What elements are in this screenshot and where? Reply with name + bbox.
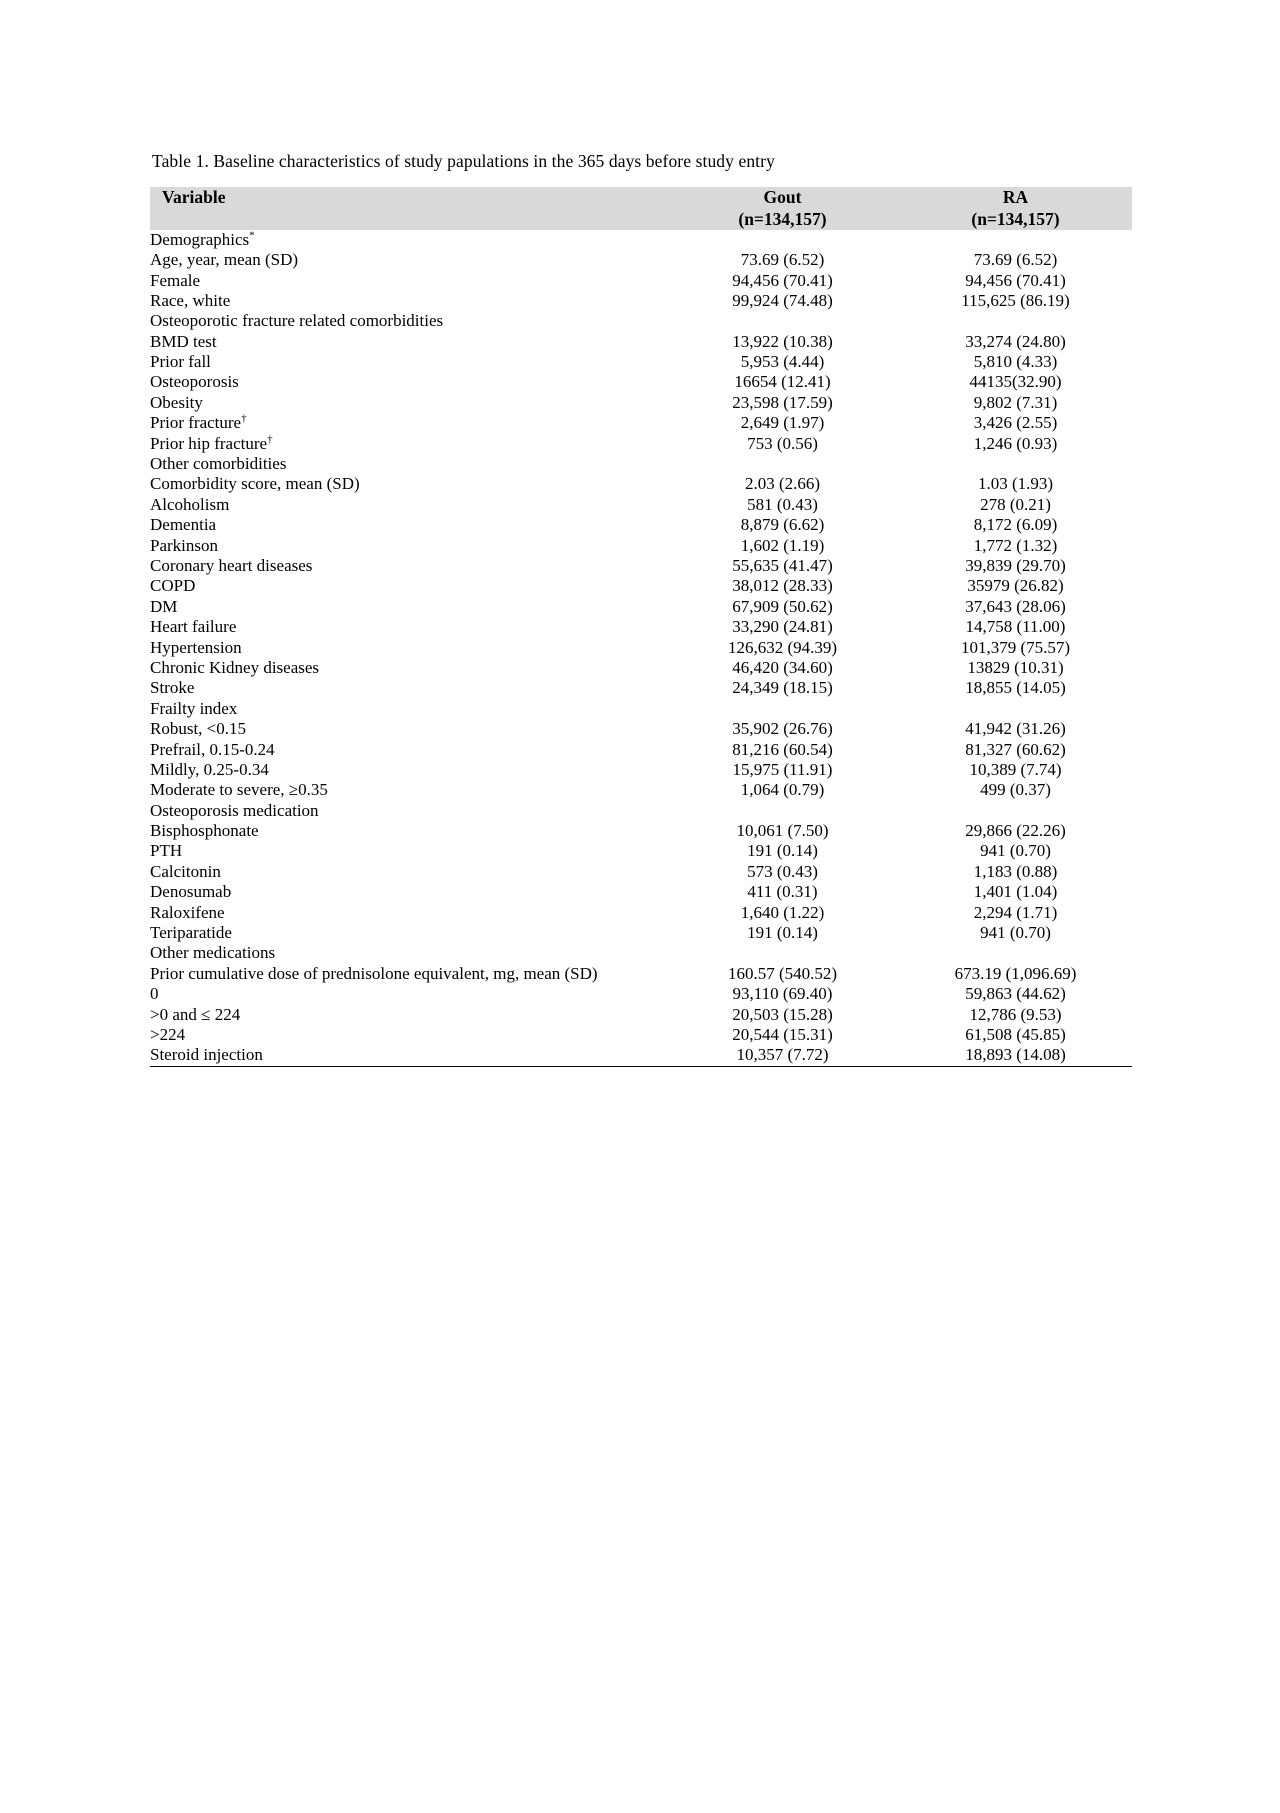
footnote-marker: †	[241, 412, 247, 425]
table-header-row	[150, 187, 1132, 230]
cell-ra: 73.69 (6.52)	[973, 250, 1058, 270]
row-label: Heart failure	[150, 617, 237, 637]
row-label: Race, white	[150, 290, 231, 310]
cell-ra: 3,426 (2.55)	[973, 413, 1058, 433]
row-label: Dementia	[150, 515, 217, 535]
table-row	[150, 862, 1132, 882]
row-label: Female	[150, 270, 201, 290]
row-label: Bisphosphonate	[150, 821, 259, 841]
cell-ra: 59,863 (44.62)	[965, 984, 1066, 1004]
row-label: Moderate to severe, ≥0.35	[150, 780, 328, 800]
table-row	[150, 658, 1132, 678]
cell-gout: 160.57 (540.52)	[727, 963, 838, 983]
cell-gout: 15,975 (11.91)	[732, 759, 833, 779]
row-label: 0	[150, 984, 159, 1004]
column-header-gout-label: Gout	[763, 186, 802, 207]
cell-ra	[899, 454, 1132, 474]
table-row	[150, 964, 1132, 984]
cell-gout: 1,064 (0.79)	[740, 780, 825, 800]
cell-gout: 81,216 (60.54)	[732, 739, 833, 759]
cell-gout: 93,110 (69.40)	[732, 984, 833, 1004]
table-row	[150, 271, 1132, 291]
cell-ra: 5,810 (4.33)	[973, 352, 1058, 372]
cell-gout	[666, 801, 899, 821]
row-label: Raloxifene	[150, 902, 225, 922]
cell-gout: 5,953 (4.44)	[740, 352, 825, 372]
cell-gout	[666, 454, 899, 474]
table-body	[150, 230, 1132, 1067]
baseline-characteristics-table	[150, 187, 1132, 1067]
row-label: DM	[150, 596, 178, 616]
column-header-ra	[899, 187, 1132, 230]
table-row	[150, 352, 1132, 372]
column-header-gout	[666, 187, 899, 230]
column-header-variable: Variable	[150, 187, 666, 230]
cell-ra: 1,183 (0.88)	[973, 861, 1058, 881]
cell-ra: 673.19 (1,096.69)	[954, 963, 1077, 983]
cell-ra	[899, 943, 1132, 963]
table-row	[150, 393, 1132, 413]
cell-gout: 55,635 (41.47)	[732, 556, 833, 575]
cell-gout: 10,061 (7.50)	[736, 821, 829, 841]
cell-ra: 18,855 (14.05)	[965, 678, 1066, 698]
cell-ra: 101,379 (75.57)	[960, 637, 1071, 657]
row-label: Other medications	[150, 943, 276, 963]
cell-gout: 13,922 (10.38)	[732, 331, 833, 351]
row-label: Age, year, mean (SD)	[150, 250, 299, 270]
cell-gout: 33,290 (24.81)	[732, 617, 833, 637]
row-label: Alcoholism	[150, 494, 230, 514]
cell-gout: 24,349 (18.15)	[732, 678, 833, 698]
table-row	[150, 923, 1132, 943]
cell-gout: 191 (0.14)	[747, 923, 818, 943]
table-row	[150, 332, 1132, 352]
table-row	[150, 882, 1132, 902]
cell-ra: 278 (0.21)	[980, 494, 1051, 514]
cell-ra: 941 (0.70)	[980, 841, 1051, 861]
table-header	[150, 187, 1132, 230]
footnote-marker: †	[267, 433, 273, 445]
cell-ra	[899, 801, 1132, 821]
row-label: Prefrail, 0.15-0.24	[150, 739, 275, 759]
table-row	[150, 841, 1132, 861]
cell-gout: 411 (0.31)	[747, 882, 818, 902]
cell-ra: 39,839 (29.70)	[965, 556, 1066, 575]
table-row	[150, 597, 1132, 617]
table-row	[150, 556, 1132, 576]
cell-ra: 44135(32.90)	[969, 372, 1062, 392]
row-label: Demographics*	[150, 229, 255, 249]
cell-gout: 46,420 (34.60)	[732, 657, 833, 677]
table-row	[150, 801, 1132, 821]
row-label: Osteoporosis	[150, 372, 239, 392]
row-label: Denosumab	[150, 882, 232, 902]
cell-gout	[666, 311, 899, 331]
row-label: Prior hip fracture†	[150, 433, 273, 453]
table-row	[150, 821, 1132, 841]
row-label: Prior fracture†	[150, 412, 247, 433]
cell-gout: 10,357 (7.72)	[666, 1045, 899, 1066]
table-row	[150, 740, 1132, 760]
table-row	[150, 291, 1132, 311]
table-row	[150, 1005, 1132, 1025]
table-row	[150, 495, 1132, 515]
cell-ra: 33,274 (24.80)	[965, 331, 1066, 351]
table-row	[150, 230, 1132, 250]
table-row	[150, 250, 1132, 270]
table-row	[150, 576, 1132, 596]
row-label: COPD	[150, 576, 196, 596]
cell-gout: 581 (0.43)	[747, 494, 818, 514]
cell-gout: 573 (0.43)	[747, 861, 818, 881]
footnote-marker: *	[249, 229, 255, 242]
row-label: Other comorbidities	[150, 454, 287, 474]
table-row	[150, 943, 1132, 963]
row-label: Parkinson	[150, 535, 218, 555]
table-row	[150, 413, 1132, 433]
cell-ra: 2,294 (1.71)	[973, 902, 1058, 922]
row-label: Comorbidity score, mean (SD)	[150, 474, 360, 494]
row-label: Stroke	[150, 678, 195, 698]
cell-gout	[666, 230, 899, 250]
table-row	[150, 474, 1132, 494]
cell-ra: 1,401 (1.04)	[973, 882, 1058, 902]
cell-gout: 67,909 (50.62)	[732, 596, 833, 616]
row-label: Prior cumulative dose of prednisolone equivalent, mg, mean (SD)	[150, 963, 598, 983]
row-label: Frailty index	[150, 698, 238, 718]
table-row	[150, 536, 1132, 556]
table-row	[150, 638, 1132, 658]
cell-ra: 81,327 (60.62)	[965, 739, 1066, 759]
cell-ra: 115,625 (86.19)	[961, 290, 1070, 310]
cell-gout: 99,924 (74.48)	[732, 290, 833, 310]
row-label: Obesity	[150, 392, 203, 412]
table-row	[150, 678, 1132, 698]
cell-ra: 499 (0.37)	[980, 780, 1051, 800]
cell-gout: 1,640 (1.22)	[740, 902, 825, 922]
cell-ra: 10,389 (7.74)	[969, 759, 1062, 779]
table-row	[150, 780, 1132, 800]
table-caption: Table 1. Baseline characteristics of study papulations in the 365 days before study entry	[152, 151, 775, 171]
cell-gout: 16654 (12.41)	[734, 372, 831, 392]
cell-gout: 73.69 (6.52)	[740, 250, 825, 270]
table-row	[150, 984, 1132, 1004]
row-label: Osteoporotic fracture related comorbidities	[150, 311, 444, 331]
table-row	[150, 454, 1132, 474]
cell-gout: 20,503 (15.28)	[732, 1004, 833, 1024]
cell-ra: 14,758 (11.00)	[965, 617, 1066, 637]
row-label: Prior fall	[150, 352, 211, 372]
cell-gout: 20,544 (15.31)	[732, 1024, 833, 1044]
column-header-ra-label: RA	[1002, 186, 1029, 207]
cell-ra: 18,893 (14.08)	[899, 1045, 1132, 1066]
cell-gout: 753 (0.56)	[747, 433, 818, 453]
cell-ra: 37,643 (28.06)	[965, 596, 1066, 616]
column-header-ra-n: (n=134,157)	[971, 208, 1060, 229]
table-row	[150, 617, 1132, 637]
cell-gout: 2,649 (1.97)	[740, 413, 825, 433]
row-label: Steroid injection	[150, 1045, 666, 1066]
cell-ra: 941 (0.70)	[980, 923, 1051, 943]
row-label: Mildly, 0.25-0.34	[150, 759, 269, 779]
row-label: >224	[150, 1024, 186, 1044]
column-header-gout-n: (n=134,157)	[738, 208, 827, 229]
row-label: Coronary heart diseases	[150, 556, 313, 575]
table-row	[150, 699, 1132, 719]
table-row	[150, 372, 1132, 392]
cell-ra	[899, 699, 1132, 719]
table-row	[150, 903, 1132, 923]
row-label: Chronic Kidney diseases	[150, 657, 320, 677]
cell-gout: 94,456 (70.41)	[732, 270, 833, 290]
cell-gout: 23,598 (17.59)	[732, 392, 833, 412]
cell-ra	[899, 230, 1132, 250]
table-row	[150, 434, 1132, 454]
table-row	[150, 719, 1132, 739]
cell-gout: 38,012 (28.33)	[732, 576, 833, 596]
table-row	[150, 1025, 1132, 1045]
table-row	[150, 515, 1132, 535]
cell-gout: 191 (0.14)	[747, 841, 818, 861]
cell-ra: 29,866 (22.26)	[965, 821, 1066, 841]
cell-gout	[666, 943, 899, 963]
cell-gout: 8,879 (6.62)	[740, 515, 825, 535]
cell-ra: 8,172 (6.09)	[973, 515, 1058, 535]
row-label: >0 and ≤ 224	[150, 1004, 241, 1024]
table-row	[150, 760, 1132, 780]
cell-ra: 94,456 (70.41)	[965, 270, 1066, 290]
cell-gout: 35,902 (26.76)	[732, 719, 833, 739]
cell-ra: 1,246 (0.93)	[973, 433, 1058, 453]
cell-gout: 126,632 (94.39)	[727, 637, 838, 657]
cell-ra: 61,508 (45.85)	[965, 1024, 1066, 1044]
row-label: Calcitonin	[150, 861, 221, 881]
row-label: Teriparatide	[150, 923, 232, 943]
cell-gout: 1,602 (1.19)	[740, 535, 825, 555]
cell-ra	[899, 311, 1132, 331]
table-row	[150, 1045, 1132, 1066]
row-label: Osteoporosis medication	[150, 800, 319, 820]
cell-ra: 35979 (26.82)	[967, 576, 1064, 596]
cell-gout	[666, 699, 899, 719]
cell-gout: 2.03 (2.66)	[744, 474, 821, 494]
cell-ra: 41,942 (31.26)	[965, 719, 1066, 739]
row-label: Robust, <0.15	[150, 719, 247, 739]
table-row	[150, 311, 1132, 331]
cell-ra: 1.03 (1.93)	[977, 474, 1054, 494]
cell-ra: 12,786 (9.53)	[969, 1004, 1062, 1024]
row-label: PTH	[150, 841, 183, 861]
row-label: Hypertension	[150, 637, 242, 657]
cell-ra: 1,772 (1.32)	[973, 535, 1058, 555]
row-label: BMD test	[150, 331, 217, 351]
cell-ra: 9,802 (7.31)	[973, 392, 1058, 412]
cell-ra: 13829 (10.31)	[967, 657, 1064, 677]
